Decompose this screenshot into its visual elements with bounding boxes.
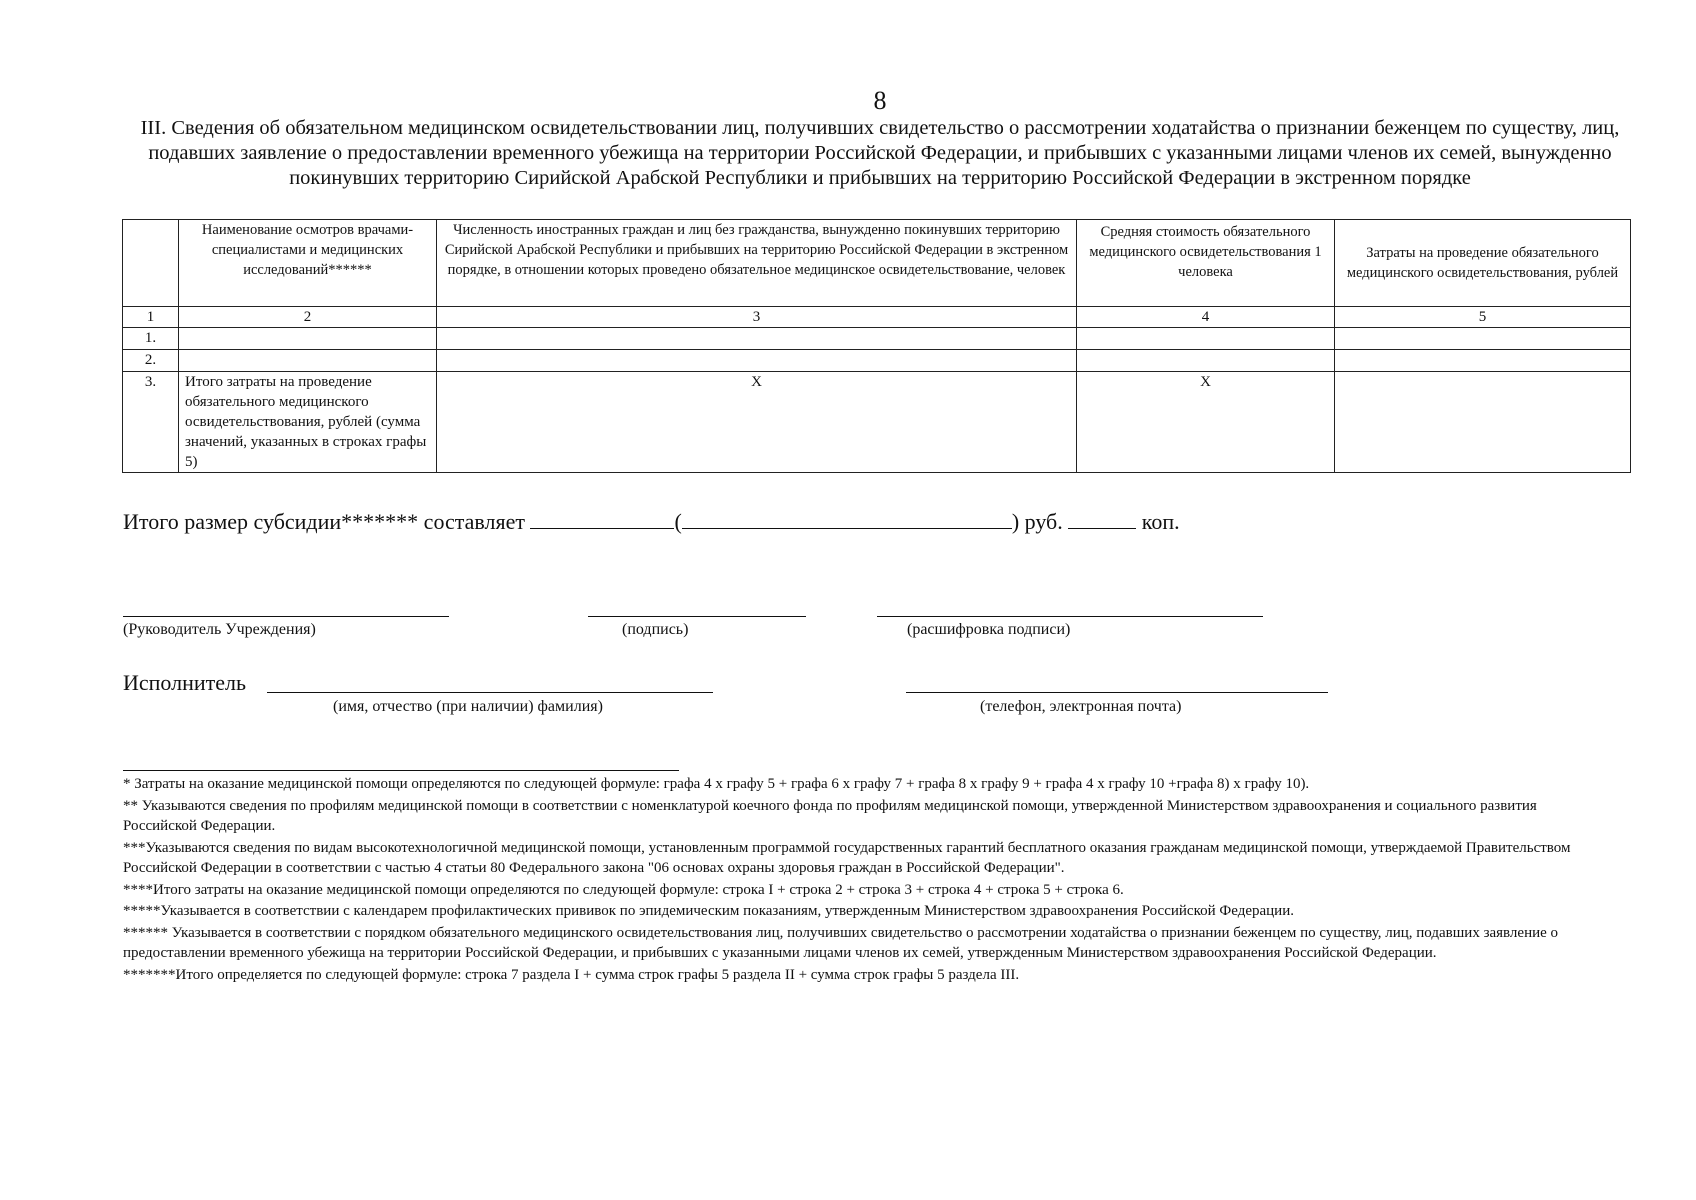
head-signature-line: [123, 616, 449, 617]
table-header-row: [123, 220, 1631, 307]
row-number: 3.: [123, 372, 179, 473]
column-number-row: [123, 307, 1631, 328]
row-exam-name: [179, 350, 437, 372]
row-costs: [1335, 328, 1631, 350]
column-number: 2: [179, 307, 437, 328]
row-average-cost: [1077, 328, 1335, 350]
header-average-cost: Средняя стоимость обязательного медицинского освидетельствования 1 человека: [1077, 220, 1335, 307]
subsidy-kop-label: коп.: [1136, 509, 1180, 534]
subsidy-total-line: [123, 508, 1180, 535]
row-count: [437, 328, 1077, 350]
row-count: X: [437, 372, 1077, 473]
head-caption: (Руководитель Учреждения): [123, 621, 316, 638]
page-number: 8: [873, 86, 887, 115]
executor-label: Исполнитель: [123, 670, 247, 695]
executor-contact-line: [906, 692, 1328, 693]
subsidy-amount-words-field: [682, 508, 1012, 529]
column-number: 3: [437, 307, 1077, 328]
header-cell-empty: [123, 220, 179, 307]
signature-decoding-line: [877, 616, 1263, 617]
column-number: 5: [1335, 307, 1631, 328]
row-count: [437, 350, 1077, 372]
subsidy-label: Итого размер субсидии******* составляет: [123, 509, 531, 534]
signature-decoding-caption: (расшифровка подписи): [907, 621, 1071, 638]
signature-caption: (подпись): [622, 621, 689, 638]
subsidy-rub-label: ) руб.: [1011, 509, 1069, 534]
row-exam-name: Итого затраты на проведение обязательного медицинского освидетельствования, рублей (сумма значений, указанных в строках графы 5): [179, 372, 437, 473]
footnote: ** Указываются сведения по профилям медицинской помощи в соответствии с номенклатурой коечного фонда по профилям медицинской помощи, утвержденной Министерством здравоохранения и социального развития Российской Федерации.: [123, 797, 1537, 834]
subsidy-table: [122, 219, 1631, 473]
footnotes: [123, 774, 1603, 986]
row-average-cost: X: [1077, 372, 1335, 473]
subsidy-paren: (: [674, 509, 682, 534]
table-row: [123, 350, 1631, 372]
executor-name-line: [267, 692, 713, 693]
header-exam-name: Наименование осмотров врачами-специалистами и медицинских исследований******: [179, 220, 437, 307]
subsidy-amount-field: [530, 508, 674, 529]
section-title: III. Сведения об обязательном медицинском освидетельствовании лиц, получивших свидетельство о рассмотрении ходатайства о признании беженцем по существу, лиц, подавших заявление о предоставлении временного убежища на территории Российской Федерации, и прибывших с указанными лицами членов их семей, вынужденно покинувших территорию Сирийской Арабской Республики и прибывших на территорию Российской Федерации в экстренном порядке: [140, 117, 1620, 189]
row-number: 2.: [123, 350, 179, 372]
header-count: Численность иностранных граждан и лиц без гражданства, вынужденно покинувших территорию Сирийской Арабской Республики и прибывших на территорию Российской Федерации в экстренном порядке, в отношении которых проведено обязательное медицинское освидетельствование, человек: [437, 220, 1077, 307]
table-row: [123, 328, 1631, 350]
executor-name-caption: (имя, отчество (при наличии) фамилия): [333, 698, 603, 715]
table-total-row: [123, 372, 1631, 473]
footnote: * Затраты на оказание медицинской помощи определяются по следующей формуле: графа 4 х графу 5 + графа 6 х графу 7 + графа 8 х графу 9 + графа 4 х графу 10 +графа 8) х графу 10).: [123, 776, 1310, 792]
footnote: ***Указываются сведения по видам высокотехнологичной медицинской помощи, установленным программой государственных гарантий бесплатного оказания гражданам медицинской помощи, утверждаемой Правительством Российской Федерации в соответствии с частью 4 статьи 80 Федерального закона "06 основах охраны здоровья граждан в Российской Федерации".: [123, 839, 1571, 876]
signature-line: [588, 616, 806, 617]
row-costs: [1335, 350, 1631, 372]
row-number: 1.: [123, 328, 179, 350]
executor-contact-caption: (телефон, электронная почта): [980, 698, 1182, 715]
footnote: ****** Указывается в соответствии с порядком обязательного медицинского освидетельствования лиц, получивших свидетельство о рассмотрении ходатайства о признании беженцем по существу, лиц, подавших заявление о предоставлении временного убежища на территории Российской Федерации, и прибывших с указанными лицами членов их семей, утвержденным Министерством здравоохранения Российской Федерации.: [123, 924, 1559, 961]
row-average-cost: [1077, 350, 1335, 372]
header-costs: Затраты на проведение обязательного медицинского освидетельствования, рублей: [1335, 220, 1631, 307]
column-number: 4: [1077, 307, 1335, 328]
footnote: ****Итого затраты на оказание медицинской помощи определяются по следующей формуле: строка I + строка 2 + строка 3 + строка 4 + строка 5 + строка 6.: [123, 881, 1124, 898]
footnote: *******Итого определяется по следующей формуле: строка 7 раздела I + сумма строк графы 5 раздела II + сумма строк графы 5 раздела III.: [123, 966, 1020, 983]
row-costs: [1335, 372, 1631, 473]
column-number: 1: [123, 307, 179, 328]
footnote: *****Указывается в соответствии с календарем профилактических прививок по эпидемическим показаниям, утвержденным Министерством здравоохранения Российской Федерации.: [123, 903, 1294, 919]
row-exam-name: [179, 328, 437, 350]
subsidy-kop-field: [1068, 508, 1136, 529]
footnote-separator: [123, 770, 679, 771]
